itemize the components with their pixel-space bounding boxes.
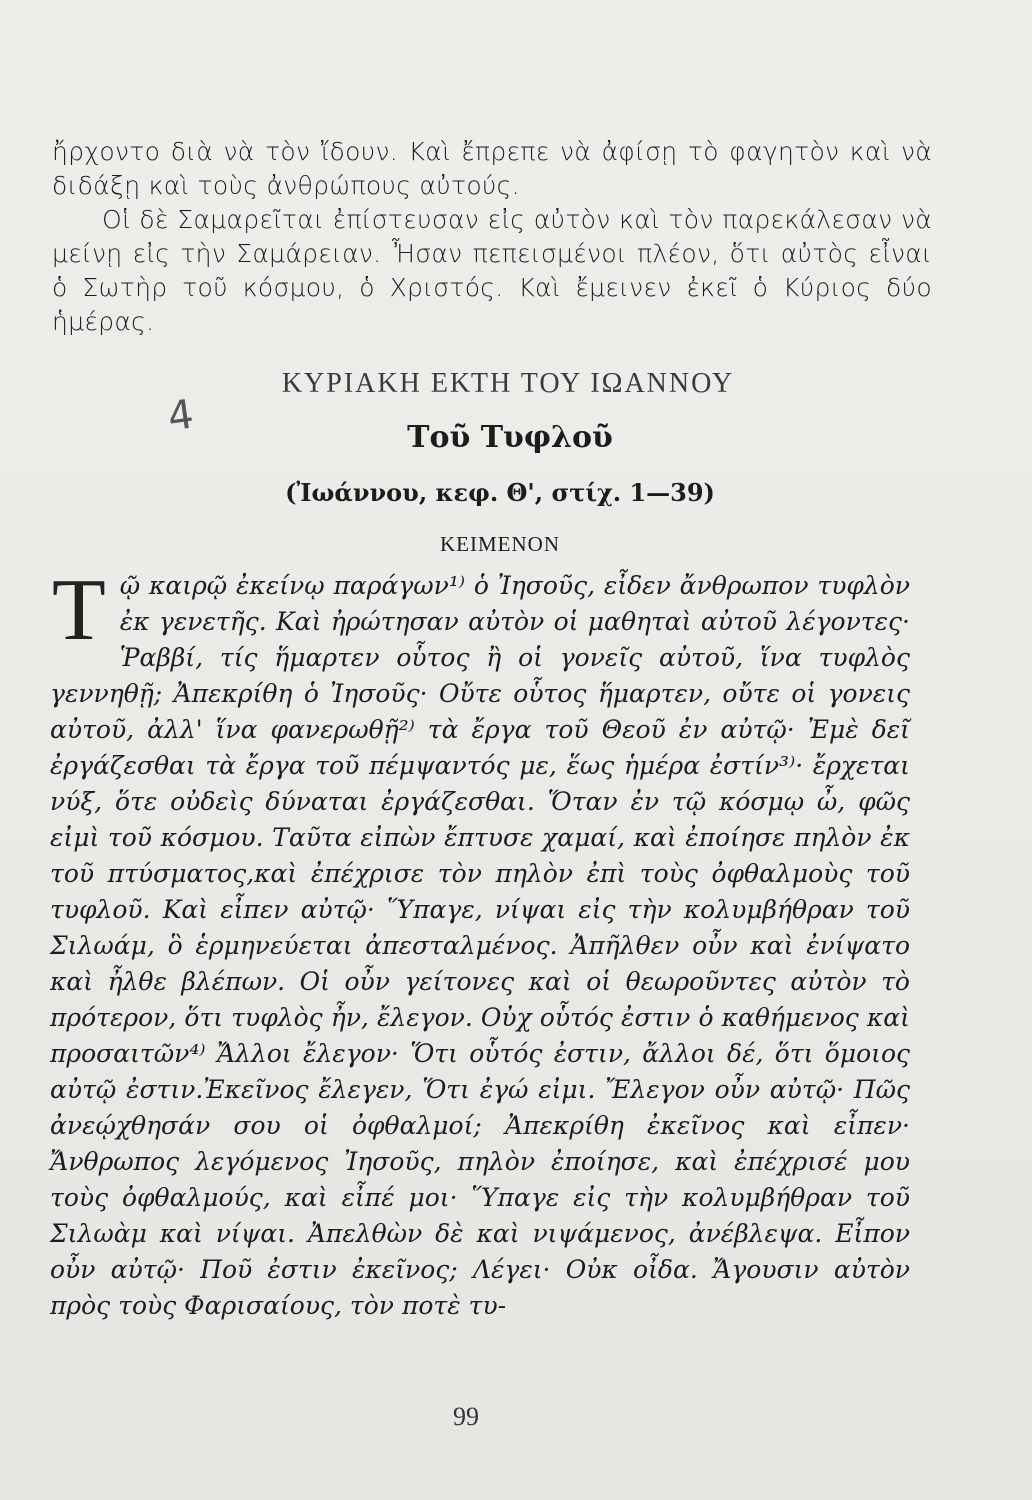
- scripture-reference: (Ἰωάννου, κεφ. Θ', στίχ. 1—39): [285, 478, 715, 507]
- sunday-heading: ΚΥΡΙΑΚΗ ΕΚΤΗ ΤΟΥ ΙΩΑΝΝΟΥ: [281, 368, 735, 399]
- intro-paragraphs: [52, 135, 932, 339]
- intro-line: ἤρχοντο διὰ νὰ τὸν ἴδουν. Καὶ ἔπρεπε νὰ ἀφίσῃ τὸ φαγητὸν καὶ νὰ διδάξῃ καὶ τοὺς ἀνθρώπους αὐτούς.: [52, 137, 932, 200]
- gospel-body: ῷ καιρῷ ἐκείνῳ παράγων¹⁾ ὁ Ἰησοῦς, εἶδεν ἄνθρωπον τυφλὸν ἐκ γενετῆς. Καὶ ἠρώτησαν αὐτὸν οἱ μαθηταὶ αὐτοῦ λέγοντες· Ῥαββί, τίς ἥμαρτεν οὗτος ἢ οἱ γονεῖς αὐτοῦ, ἵνα τυφλὸς γεννηθῇ; Ἀπεκρίθη ὁ Ἰησοῦς· Οὔτε οὗτος ἥμαρτεν, οὔτε οἱ γονεις αὐτοῦ, ἀλλ' ἵνα φανερωθῇ²⁾ τὰ ἔργα τοῦ Θεοῦ ἐν αὐτῷ· Ἐμὲ δεῖ ἐργάζεσθαι τὰ ἔργα τοῦ πέμψαντός με, ἕως ἡμέρα ἐστίν³⁾· ἔρχεται νύξ, ὅτε οὐδεὶς δύναται ἐργάζεσθαι. Ὅταν ἐν τῷ κόσμῳ ὦ, φῶς εἰμὶ τοῦ κόσμου. Ταῦτα εἰπὼν ἔπτυσε χαμαί, καὶ ἐποίησε πηλὸν ἐκ τοῦ πτύσματος,καὶ ἐπέχρισε τὸν πηλὸν ἐπὶ τοὺς ὀφθαλμοὺς τοῦ τυφλοῦ. Καὶ εἶπεν αὐτῷ· Ὕπαγε, νίψαι εἰς τὴν κολυμβήθραν τοῦ Σιλωάμ, ὃ ἑρμηνεύεται ἀπεσταλμένος. Ἀπῆλθεν οὖν καὶ ἐνίψατο καὶ ἦλθε βλέπων. Οἱ οὖν γείτονες καὶ οἱ θεωροῦντες αὐτὸν τὸ πρότερον, ὅτι τυφλὸς ἦν, ἔλεγον. Οὐχ οὗτός ἐστιν ὁ καθήμενος καὶ προσαιτῶν⁴⁾ Ἄλλοι ἔλεγον· Ὅτι οὗτός ἐστιν, ἄλλοι δέ, ὅτι ὅμοιος αὐτῷ ἐστιν.Ἐκεῖνος ἔλεγεν, Ὅτι ἐγώ εἰμι. Ἔλεγον οὖν αὐτῷ· Πῶς ἀνεῴχθησάν σου οἱ ὀφθαλμοί; Ἀπεκρίθη ἐκεῖνος καὶ εἶπεν· Ἄνθρωπος λεγόμενος Ἰησοῦς, πηλὸν ἐποίησε, καὶ ἐπέχρισέ μου τοὺς ὀφθαλμούς, καὶ εἶπέ μοι· Ὕπαγε εἰς τὴν κολυμβήθραν τοῦ Σιλωὰμ καὶ νίψαι. Ἀπελθὼν δὲ καὶ νιψάμενος, ἀνέβλεψα. Εἶπον οὖν αὐτῷ· Ποῦ ἐστιν ἐκεῖνος; Λέγει· Οὐκ οἶδα. Ἄγουσιν αὐτὸν πρὸς τοὺς Φαρισαίους, τὸν ποτὲ τυ-: [50, 571, 910, 1320]
- text-label: ΚΕΙΜΕΝΟΝ: [440, 532, 560, 556]
- page-number: 99: [453, 1402, 479, 1431]
- section-title: Τοῦ Τυφλοῦ: [407, 420, 613, 455]
- handwritten-margin-mark: 4: [164, 391, 197, 441]
- drop-cap: Τ: [52, 562, 106, 659]
- intro-paragraph: Οἱ δὲ Σαμαρεῖται ἐπίστευσαν εἰς αὐτὸν καὶ τὸν παρεκάλεσαν νὰ μείνῃ εἰς τὴν Σαμάρειαν. Ἦσαν πεπεισμένοι πλέον, ὅτι αὐτὸς εἶναι ὁ Σωτὴρ τοῦ κόσμου, ὁ Χριστός. Καὶ ἔμεινεν ἐκεῖ ὁ Κύριος δύο ἡμέρας.: [52, 205, 932, 336]
- gospel-text: [50, 562, 910, 1324]
